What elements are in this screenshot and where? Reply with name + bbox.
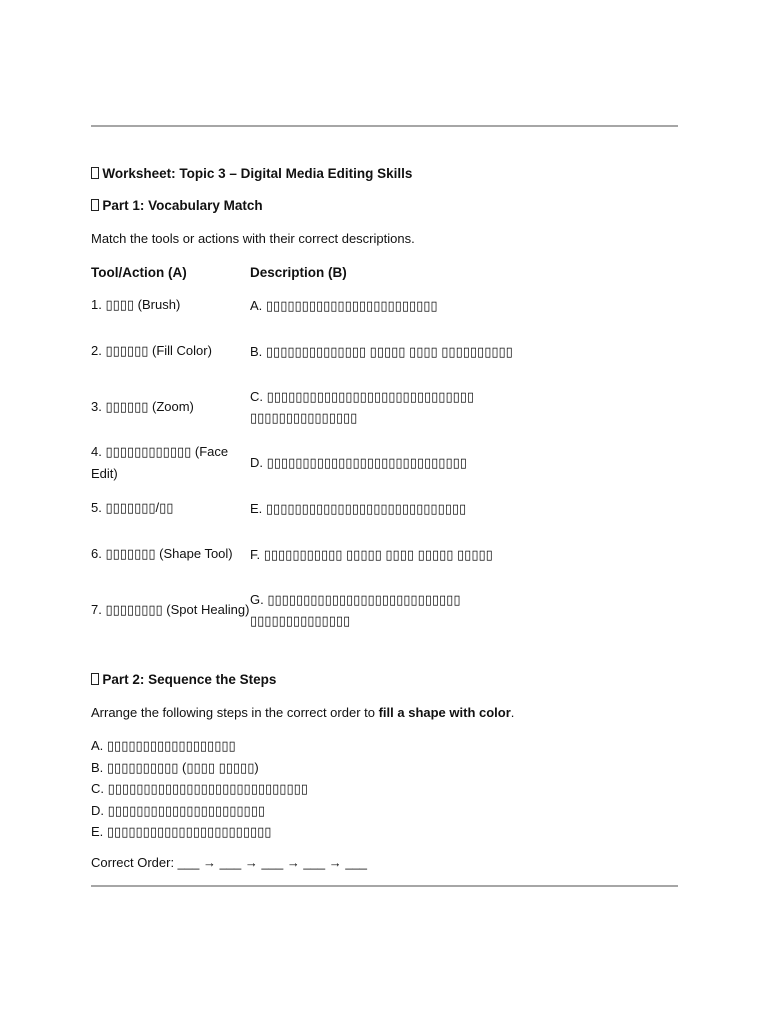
- part2-instruction: Arrange the following steps in the correct order to fill a shape with color.: [91, 705, 515, 720]
- table-row: [91, 435, 521, 490]
- tool-cell: 1. ▯▯▯▯ (Brush): [91, 297, 181, 312]
- description-cell: C. ▯▯▯▯▯▯▯▯▯▯▯▯▯▯▯▯▯▯▯▯▯▯▯▯▯▯▯▯▯ ▯▯▯▯▯▯▯▯▯▯▯▯▯▯▯: [250, 389, 475, 425]
- worksheet-title: Worksheet: Topic 3 – Digital Media Editing Skills: [91, 166, 412, 181]
- description-cell: B. ▯▯▯▯▯▯▯▯▯▯▯▯▯▯ ▯▯▯▯▯ ▯▯▯▯ ▯▯▯▯▯▯▯▯▯▯: [250, 343, 513, 359]
- description-cell: F. ▯▯▯▯▯▯▯▯▯▯▯ ▯▯▯▯▯ ▯▯▯▯ ▯▯▯▯▯ ▯▯▯▯▯: [250, 546, 493, 562]
- part1-heading: Part 1: Vocabulary Match: [91, 198, 263, 213]
- tool-cell: 6. ▯▯▯▯▯▯▯ (Shape Tool): [91, 546, 233, 561]
- list-item: E. ▯▯▯▯▯▯▯▯▯▯▯▯▯▯▯▯▯▯▯▯▯▯▯: [91, 824, 272, 839]
- vocabulary-table: [91, 257, 521, 638]
- list-item: D. ▯▯▯▯▯▯▯▯▯▯▯▯▯▯▯▯▯▯▯▯▯▯: [91, 802, 265, 818]
- tool-cell: 5. ▯▯▯▯▯▯▯/▯▯: [91, 500, 174, 515]
- table-row: [91, 379, 521, 435]
- tool-cell: 3. ▯▯▯▯▯▯ (Zoom): [91, 399, 194, 414]
- table-row: [91, 526, 521, 582]
- tool-cell: 2. ▯▯▯▯▯▯ (Fill Color): [91, 343, 212, 358]
- table-row: [91, 582, 521, 638]
- table-row: [91, 323, 521, 379]
- list-item: C. ▯▯▯▯▯▯▯▯▯▯▯▯▯▯▯▯▯▯▯▯▯▯▯▯▯▯▯▯: [91, 781, 308, 796]
- worksheet-page: [91, 0, 678, 1024]
- list-item: A. ▯▯▯▯▯▯▯▯▯▯▯▯▯▯▯▯▯▯: [91, 738, 236, 753]
- worksheet-icon: [91, 167, 99, 179]
- top-divider: [91, 125, 678, 127]
- part1-icon: [91, 199, 99, 211]
- description-cell: G. ▯▯▯▯▯▯▯▯▯▯▯▯▯▯▯▯▯▯▯▯▯▯▯▯▯▯▯ ▯▯▯▯▯▯▯▯▯▯▯▯▯▯: [250, 592, 461, 628]
- column-header-b: Description (B): [250, 264, 347, 280]
- list-item: B. ▯▯▯▯▯▯▯▯▯▯ (▯▯▯▯ ▯▯▯▯▯): [91, 759, 259, 775]
- description-cell: D. ▯▯▯▯▯▯▯▯▯▯▯▯▯▯▯▯▯▯▯▯▯▯▯▯▯▯▯▯: [250, 455, 467, 470]
- tool-cell: 7. ▯▯▯▯▯▯▯▯ (Spot Healing): [91, 602, 250, 617]
- table-row: [91, 490, 521, 526]
- description-cell: E. ▯▯▯▯▯▯▯▯▯▯▯▯▯▯▯▯▯▯▯▯▯▯▯▯▯▯▯▯: [250, 500, 467, 516]
- table-row: [91, 287, 521, 323]
- description-cell: A. ▯▯▯▯▯▯▯▯▯▯▯▯▯▯▯▯▯▯▯▯▯▯▯▯: [250, 297, 438, 313]
- table-header-row: [91, 257, 521, 287]
- correct-order-line: Correct Order: ___ → ___ → ___ → ___ → ___: [91, 855, 368, 870]
- part2-icon: [91, 673, 99, 685]
- sequence-steps-list: [91, 735, 308, 843]
- part1-instruction: Match the tools or actions with their correct descriptions.: [91, 231, 415, 246]
- column-header-a: Tool/Action (A): [91, 264, 187, 280]
- bottom-divider: [91, 885, 678, 887]
- part2-heading: Part 2: Sequence the Steps: [91, 672, 276, 687]
- tool-cell: 4. ▯▯▯▯▯▯▯▯▯▯▯▯ (Face Edit): [91, 443, 229, 481]
